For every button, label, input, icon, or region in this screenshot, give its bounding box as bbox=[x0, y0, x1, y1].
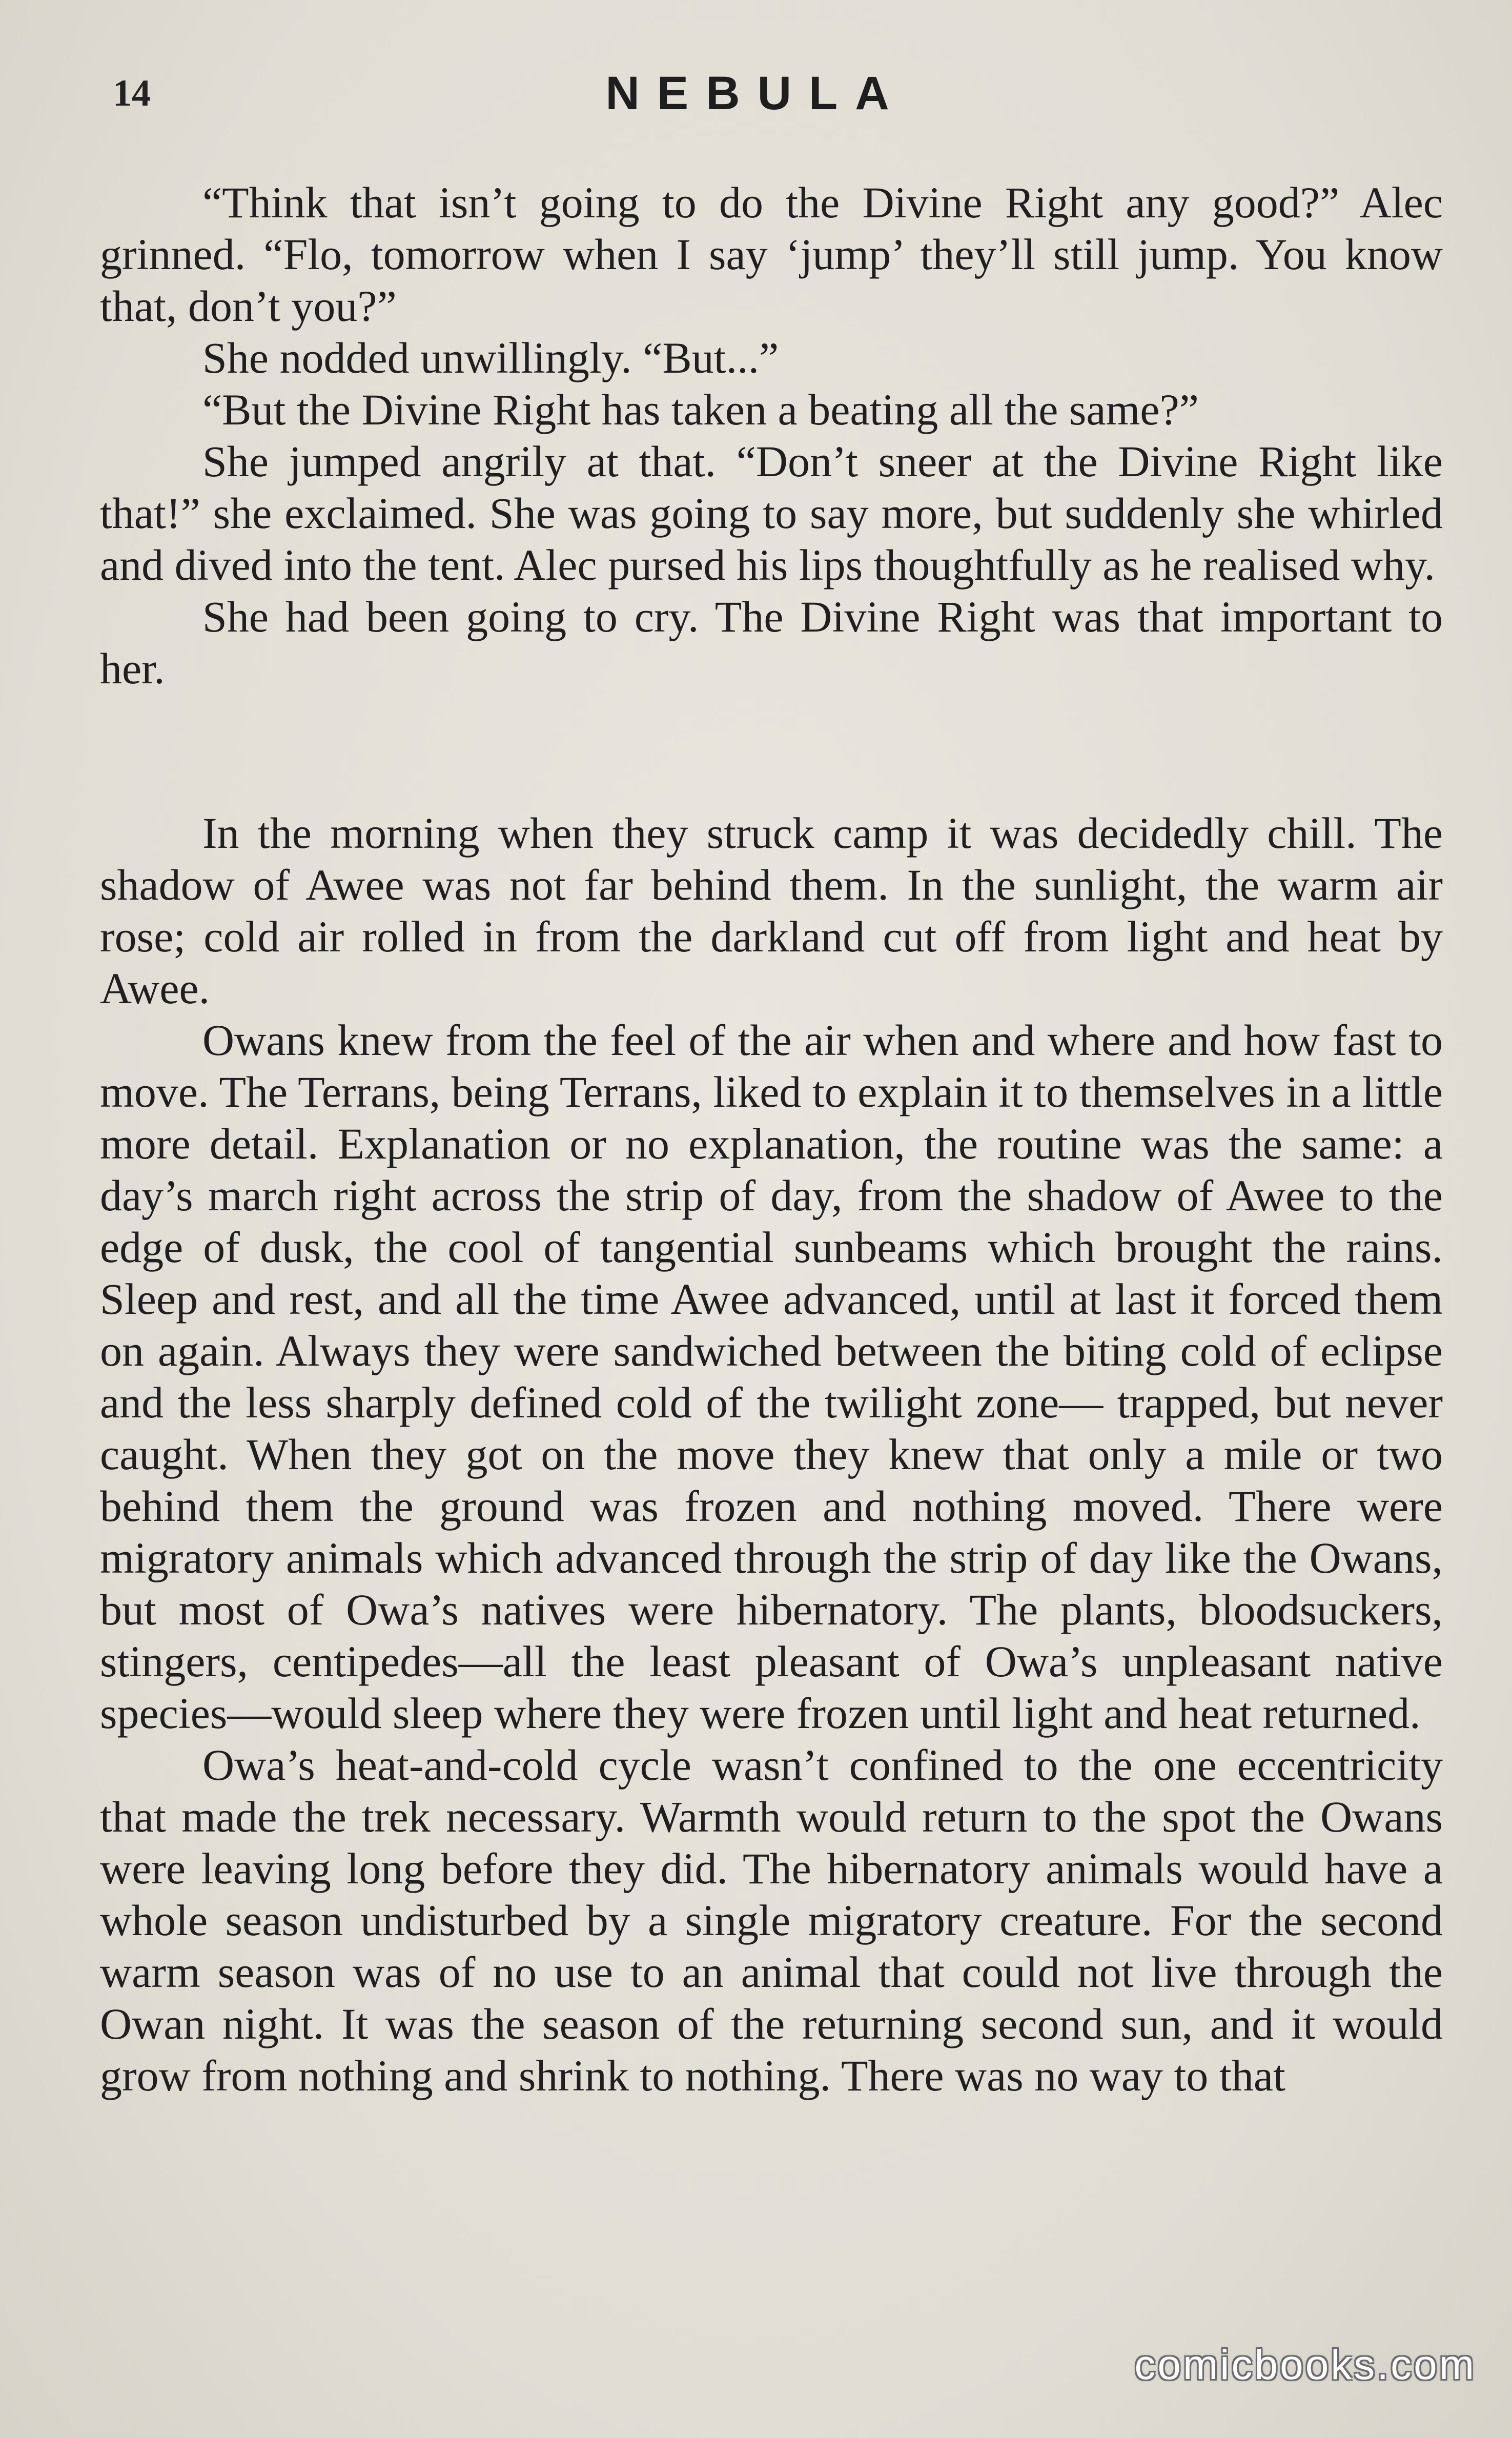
page-number: 14 bbox=[113, 72, 151, 114]
page-header bbox=[113, 67, 1399, 128]
body-text bbox=[100, 177, 1443, 2102]
section-break bbox=[100, 695, 1443, 807]
paragraph: She had been going to cry. The Divine Right was that important to her. bbox=[100, 592, 1443, 693]
paragraph: She jumped angrily at that. “Don’t sneer at the Divine Right like that!” she exclaimed. She was going to say more, but suddenly she whirled and dived into the tent. Alec pursed his lips thoughtfully as he realised why. bbox=[100, 437, 1443, 590]
paragraph: Owa’s heat-and-cold cycle wasn’t confined to the one eccentricity that made the trek necessary. Warmth would return to the spot the Owans were leaving long before they did. The hibernatory animals would have a whole season undisturbed by a single migratory creature. For the second warm season was of no use to an animal that could not live through the Owan night. It was the season of the returning second sun, and it would grow from nothing and shrink to nothing. There was no way to that bbox=[100, 1740, 1443, 2100]
paragraph: “But the Divine Right has taken a beating all the same?” bbox=[202, 385, 1199, 434]
watermark: comicbooks.com bbox=[1134, 2342, 1476, 2388]
running-head: NEBULA bbox=[605, 67, 907, 119]
paragraph: She nodded unwillingly. “But...” bbox=[202, 333, 779, 382]
paragraph: “Think that isn’t going to do the Divine Right any good?” Alec grinned. “Flo, tomorrow when I say ‘jump’ they’ll still jump. You know that, don’t you?” bbox=[100, 178, 1443, 331]
paragraph: Owans knew from the feel of the air when and where and how fast to move. The Terrans, being Terrans, liked to explain it to themselves in a little more detail. Explanation or no explanation, the routine was the same: a day’s march right across the strip of day, from the shadow of Awee to the edge of dusk, the cool of tangential sunbeams which brought the rains. Sleep and rest, and all the time Awee advanced, until at last it forced them on again. Always they were sandwiched between the biting cold of eclipse and the less sharply defined cold of the twilight zone— trapped, but never caught. When they got on the move they knew that only a mile or two behind them the ground was frozen and nothing moved. There were migratory animals which advanced through the strip of day like the Owans, but most of Owa’s natives were hibernatory. The plants, bloodsuckers, stingers, centipedes—all the least pleasant of Owa’s unpleasant native species—would sleep where they were frozen until light and heat returned. bbox=[100, 1015, 1443, 1738]
paragraph: In the morning when they struck camp it was decidedly chill. The shadow of Awee was not far behind them. In the sunlight, the warm air rose; cold air rolled in from the darkland cut off from light and heat by Awee. bbox=[100, 808, 1443, 1013]
